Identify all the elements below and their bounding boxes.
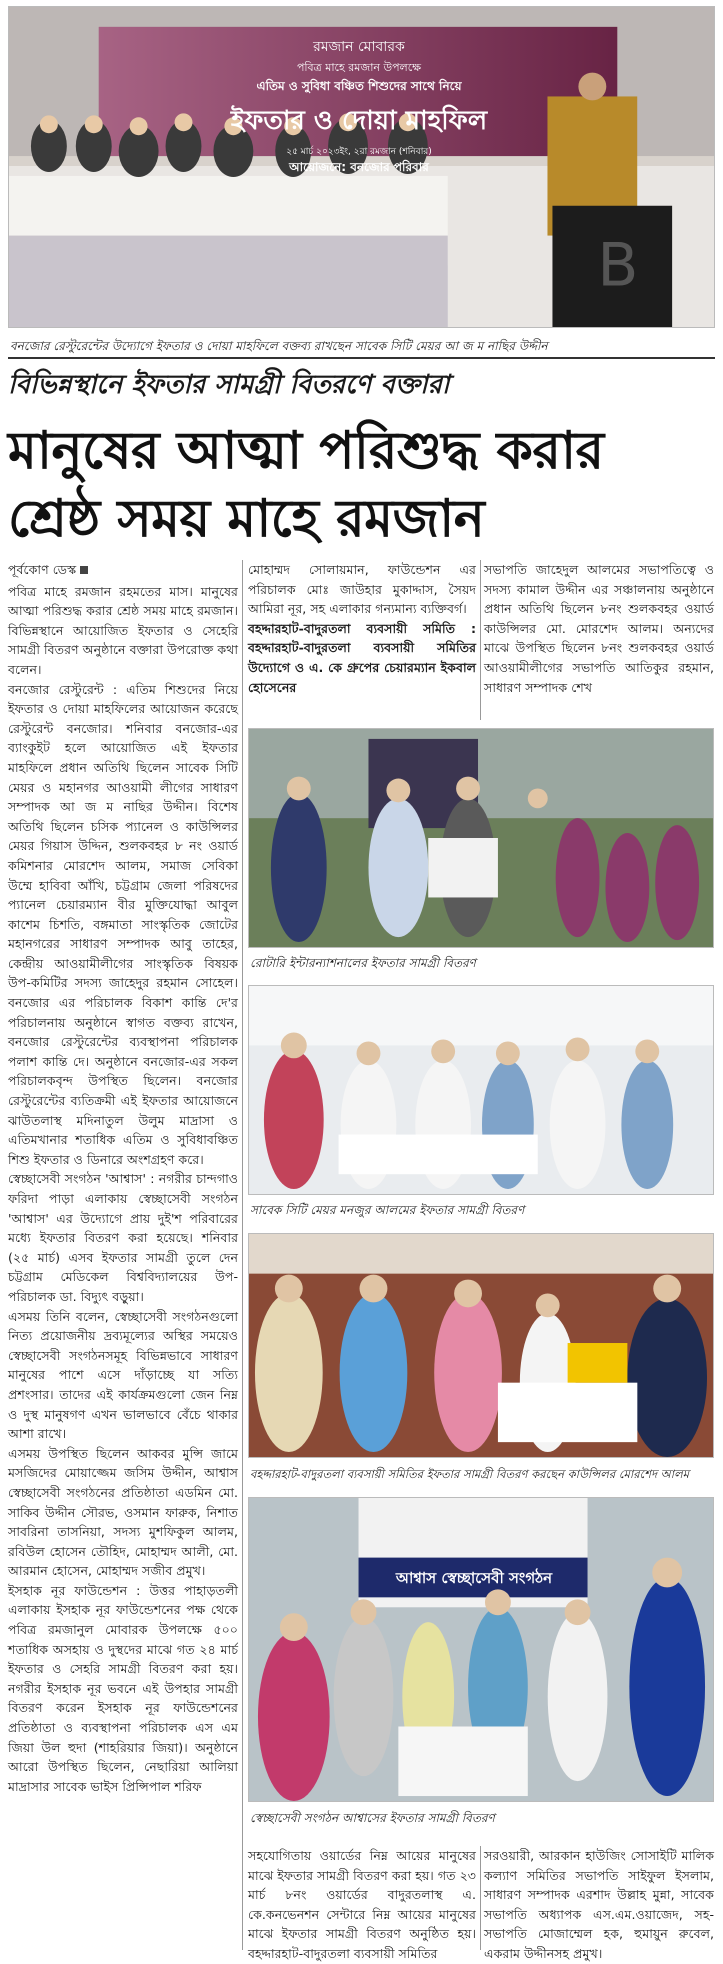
column-divider	[242, 560, 243, 1950]
photo-caption: স্বেচ্ছাসেবী সংগঠন আশ্বাসের ইফতার সামগ্রী বিতরণ	[250, 1811, 495, 1825]
article-column-middle-bottom	[248, 1846, 476, 1961]
article-column-left	[8, 560, 238, 1950]
headline-line1: মানুষের আত্মা পরিশুদ্ধ করার	[8, 421, 604, 481]
banner-line3: এতিম ও সুবিধা বঞ্চিত শিশুদের সাথে নিয়ে	[256, 79, 462, 93]
paragraph: সভাপতি জাহেদুল আলমের সভাপতিত্বে ও সদস্য কামাল উদ্দীন এর সঞ্চালনায় অনুষ্ঠানে প্রধান অতিথি ছিলেন ৮নং শুলকবহর ওয়ার্ড কাউন্সিলর মো. মোরশেদ আলম। অন্যদের মাঝে উপস্থিত ছিলেন ৮নং শুলকবহর ওয়ার্ড আওয়ামীলীগের সভাপতি আতিকুর রহমান, সাধারণ সম্পাদক শেখ	[484, 562, 714, 695]
hero-photo	[8, 6, 715, 328]
photo-rotary	[248, 728, 714, 948]
divider	[8, 357, 715, 359]
paragraph: সরওয়ারী, আরকান হাউজিং সোসাইটি মালিক কল্যাণ সমিতির সভাপতি সাইফুল ইসলাম, সাধারণ সম্পাদক এরশাদ উল্লাহ মুন্না, সাবেক সভাপতি অধ্যাপক এস.এম.ওয়াজেদ, সহ-সভাপতি মোজাম্মেল হক, হুমায়ুন রুবেল, একরাম উদ্দীনসহ প্রমুখ।	[484, 1848, 714, 1961]
article-column-right-bottom	[484, 1846, 714, 1961]
photo-caption: বহদ্দারহাট-বাদুরতলা ব্যবসায়ী সমিতির ইফতার সামগ্রী বিতরণ করছেন কাউন্সিলর মোরশেদ আলম	[250, 1467, 690, 1481]
article-column-right-top	[484, 560, 714, 720]
byline	[8, 560, 238, 580]
hero-caption: বনজোর রেস্টুরেন্টের উদ্যোগে ইফতার ও দোয়া মাহফিলে বক্তব্য রাখছেন সাবেক সিটি মেয়র আ জ ম নাছির উদ্দীন	[10, 339, 548, 353]
article-column-middle-top	[248, 560, 476, 720]
banner-title: ইফতার ও দোয়া মাহফিল	[230, 106, 488, 136]
svg-text:B: B	[597, 231, 639, 301]
paragraph: পবিত্র মাহে রমজান রহমতের মাস। মানুষের আত্মা পরিশুদ্ধ করার শ্রেষ্ঠ সময় মাহে রমজান। বিভিন্নস্থানে আয়োজিত ইফতার ও সেহেরি সামগ্রী বিতরণ অনুষ্ঠানে বক্তারা উপরোক্ত কথা বলেন।	[8, 583, 238, 677]
photo-caption: সাবেক সিটি মেয়র মনজুর আলমের ইফতার সামগ্রী বিতরণ	[250, 1203, 525, 1217]
banner-organizer: আয়োজনে: বনজোর পরিবার	[289, 160, 429, 174]
photo-ashwas	[248, 1497, 714, 1802]
headline-line2: শ্রেষ্ঠ সময় মাহে রমজান	[8, 489, 485, 549]
paragraph: বনজোর রেস্টুরেন্ট : এতিম শিশুদের নিয়ে ইফতার ও দোয়া মাহফিলের আয়োজন করেছে রেস্টুরেন্ট বনজোর। শনিবার বনজোর-এর ব্যাংকুইট হলে আয়োজিত এই ইফতার মাহফিলে প্রধান অতিথি ছিলেন সাবেক সিটি মেয়র ও মহানগর আওয়ামী লীগের সাধারণ সম্পাদক আ জ ম নাছির উদ্দীন। বিশেষ অতিথি ছিলেন চসিক প্যানেল ও কাউন্সিলর মেয়র গিয়াস উদ্দিন, শুলকবহর ৮ নং ওয়ার্ড কমিশনার মোরশেদ আলম, সমাজ সেবিকা উম্মে হাবিবা আঁখি, চট্টগ্রাম জেলা পরিষদের প্যানেল চেয়ারম্যান বীর মুক্তিযোদ্ধা আবুল কাশেম চিশতি, বঙ্গমাতা সাংস্কৃতিক জোটের মহানগরের সাধারণ সম্পাদক আবু তাহের, কেন্দ্রীয় আওয়ামীলীগের সাংস্কৃতিক বিষয়ক উপ-কমিটির সদস্য জাহেদুর রহমান সোহেল। বনজোর এর পরিচালক বিকাশ কান্তি দে'র পরিচালনায় অনুষ্ঠানে স্বাগত বক্তব্য রাখেন, বনজোর রেস্টুরেন্টের ব্যবস্থাপনা পরিচালক পলাশ কান্তি দে। অনুষ্ঠানে বনজোর-এর সকল পরিচালকবৃন্দ উপস্থিত ছিলেন। বনজোর রেস্টুরেন্টের ব্যতিক্রমী এই ইফতার আয়োজনে ঝাউতলাস্থ মদিনাতুল উলুম মাদ্রাসা ও এতিমখানার শতাধিক এতিম ও সুবিধাবঞ্চিত শিশু ইফতার ও ডিনারে অংশগ্রহণ করে।	[8, 681, 238, 1167]
paragraph: এসময় উপস্থিত ছিলেন আকবর মুন্সি জামে মসজিদের মোয়াজ্জেম জসিম উদ্দীন, আশ্বাস স্বেচ্ছাসেবী সংগঠনের প্রতিষ্ঠাতা এডমিন মো. সাকিব উদ্দীন সৌরভ, ওসমান ফারুক, নিশাত সাবরিনা তাসনিয়া, সদস্য মুশফিকুল আলম, রবিউল হোসেন তৌহিদ, মোহাম্মদ আলী, মো. আরমান হোসেন, মোহাম্মদ সজীব প্রমুখ।	[8, 1445, 238, 1579]
byline-text: পূর্বকোণ ডেস্ক	[8, 562, 77, 577]
banner-date: ২৫ মার্চ ২০২৩ইং, ২রা রমজান (শনিবার)	[286, 147, 432, 157]
banner-line1: রমজান মোবারক	[313, 39, 405, 55]
photo-business-association	[248, 1233, 714, 1458]
banner-line2: পবিত্র মাহে রমজান উপলক্ষে	[296, 61, 422, 74]
paragraph: বহদ্দারহাট-বাদুরতলা ব্যবসায়ী সমিতি : বহদ্দারহাট-বাদুরতলা ব্যবসায়ী সমিতির উদ্যোগে ও এ. কে গ্রুপের চেয়ারম্যান ইকবাল হোসেনের	[248, 620, 476, 695]
paragraph: এসময় তিনি বলেন, স্বেচ্ছাসেবী সংগঠনগুলো নিত্য প্রয়োজনীয় দ্রব্যমূল্যের অস্থির সময়েও স্বেচ্ছাসেবী সংগঠনসমূহ বিভিন্নভাবে সাধারণ মানুষের পাশে এসে দাঁড়াচ্ছে যা সত্যি প্রশংসার। তাদের এই কার্যক্রমগুলো জেন নিম্ন ও দুস্থ মানুষগণ এখন ভালভাবে বেঁচে থাকার আশা রাখে।	[8, 1308, 238, 1442]
photo-caption: রোটারি ইন্টারন্যাশনালের ইফতার সামগ্রী বিতরণ	[250, 956, 476, 970]
paragraph: স্বেচ্ছাসেবী সংগঠন 'আশ্বাস' : নগরীর চান্দগাও ফরিদা পাড়া এলাকায় স্বেচ্ছাসেবী সংগঠন 'আশ্বাস' এর উদ্যোগে প্রায় দুই'শ পরিবারের মধ্যে ইফতার বিতরণ করা হয়েছে। শনিবার (২৫ মার্চ) এসব ইফতার সামগ্রী তুলে দেন চট্টগ্রাম মেডিকেল বিশ্ববিদ্যালয়ের উপ-পরিচালক ডা. বিদ্যুৎ বড়ুয়া।	[8, 1171, 238, 1304]
column-divider	[480, 560, 481, 720]
column-divider	[480, 1846, 481, 1950]
kicker: বিভিন্নস্থানে ইফতার সামগ্রী বিতরণে বক্তারা	[8, 370, 450, 400]
paragraph: ইসহাক নূর ফাউন্ডেশন : উত্তর পাহাড়তলী এলাকায় ইসহাক নূর ফাউন্ডেশনের পক্ষ থেকে পবিত্র রমজানুল মোবারক উপলক্ষে ৫০০ শতাধিক অসহায় ও দুস্থদের মাঝে গত ২৪ মার্চ ইফতার ও সেহরি সামগ্রী বিতরণ করা হয়। নগরীর ইসহাক নূর ভবনে এই উপহার সামগ্রী বিতরণ করেন ইসহাক নূর ফাউন্ডেশনের প্রতিষ্ঠাতা ও ব্যবস্থাপনা পরিচালক এস এম জিয়া উল হুদা (শাহরিয়ার জিয়া)। অনুষ্ঠানে আরো উপস্থিত ছিলেন, নেছারিয়া আলিয়া মাদ্রাসার সাবেক ভাইস প্রিন্সিপাল শরিফ	[8, 1582, 238, 1794]
square-icon	[80, 566, 88, 574]
photo-manzur-alam	[248, 985, 714, 1195]
paragraph: মোহাম্মদ সোলায়মান, ফাউন্ডেশন এর পরিচালক মোঃ জাউহার মুকাদ্দাস, সৈয়দ আমিরা নূর, সহ এলাকার গন্যমান্য ব্যক্তিবর্গ।	[248, 562, 476, 617]
paragraph: সহযোগিতায় ওয়ার্ডের নিম্ন আয়ের মানুষের মাঝে ইফতার সামগ্রী বিতরণ করা হয়। গত ২৩ মার্চ ৮নং ওয়ার্ডের বাদুরতলাস্থ এ. কে.কনভেনশন সেন্টারে নিম্ন আয়ের মানুষের মাঝে ইফতার সামগ্রী বিতরণ অনুষ্ঠিত হয়। বহদ্দারহাট-বাদুরতলা ব্যবসায়ী সমিতির	[248, 1848, 476, 1961]
photo4-banner: আশ্বাস স্বেচ্ছাসেবী সংগঠন	[395, 1569, 553, 1587]
